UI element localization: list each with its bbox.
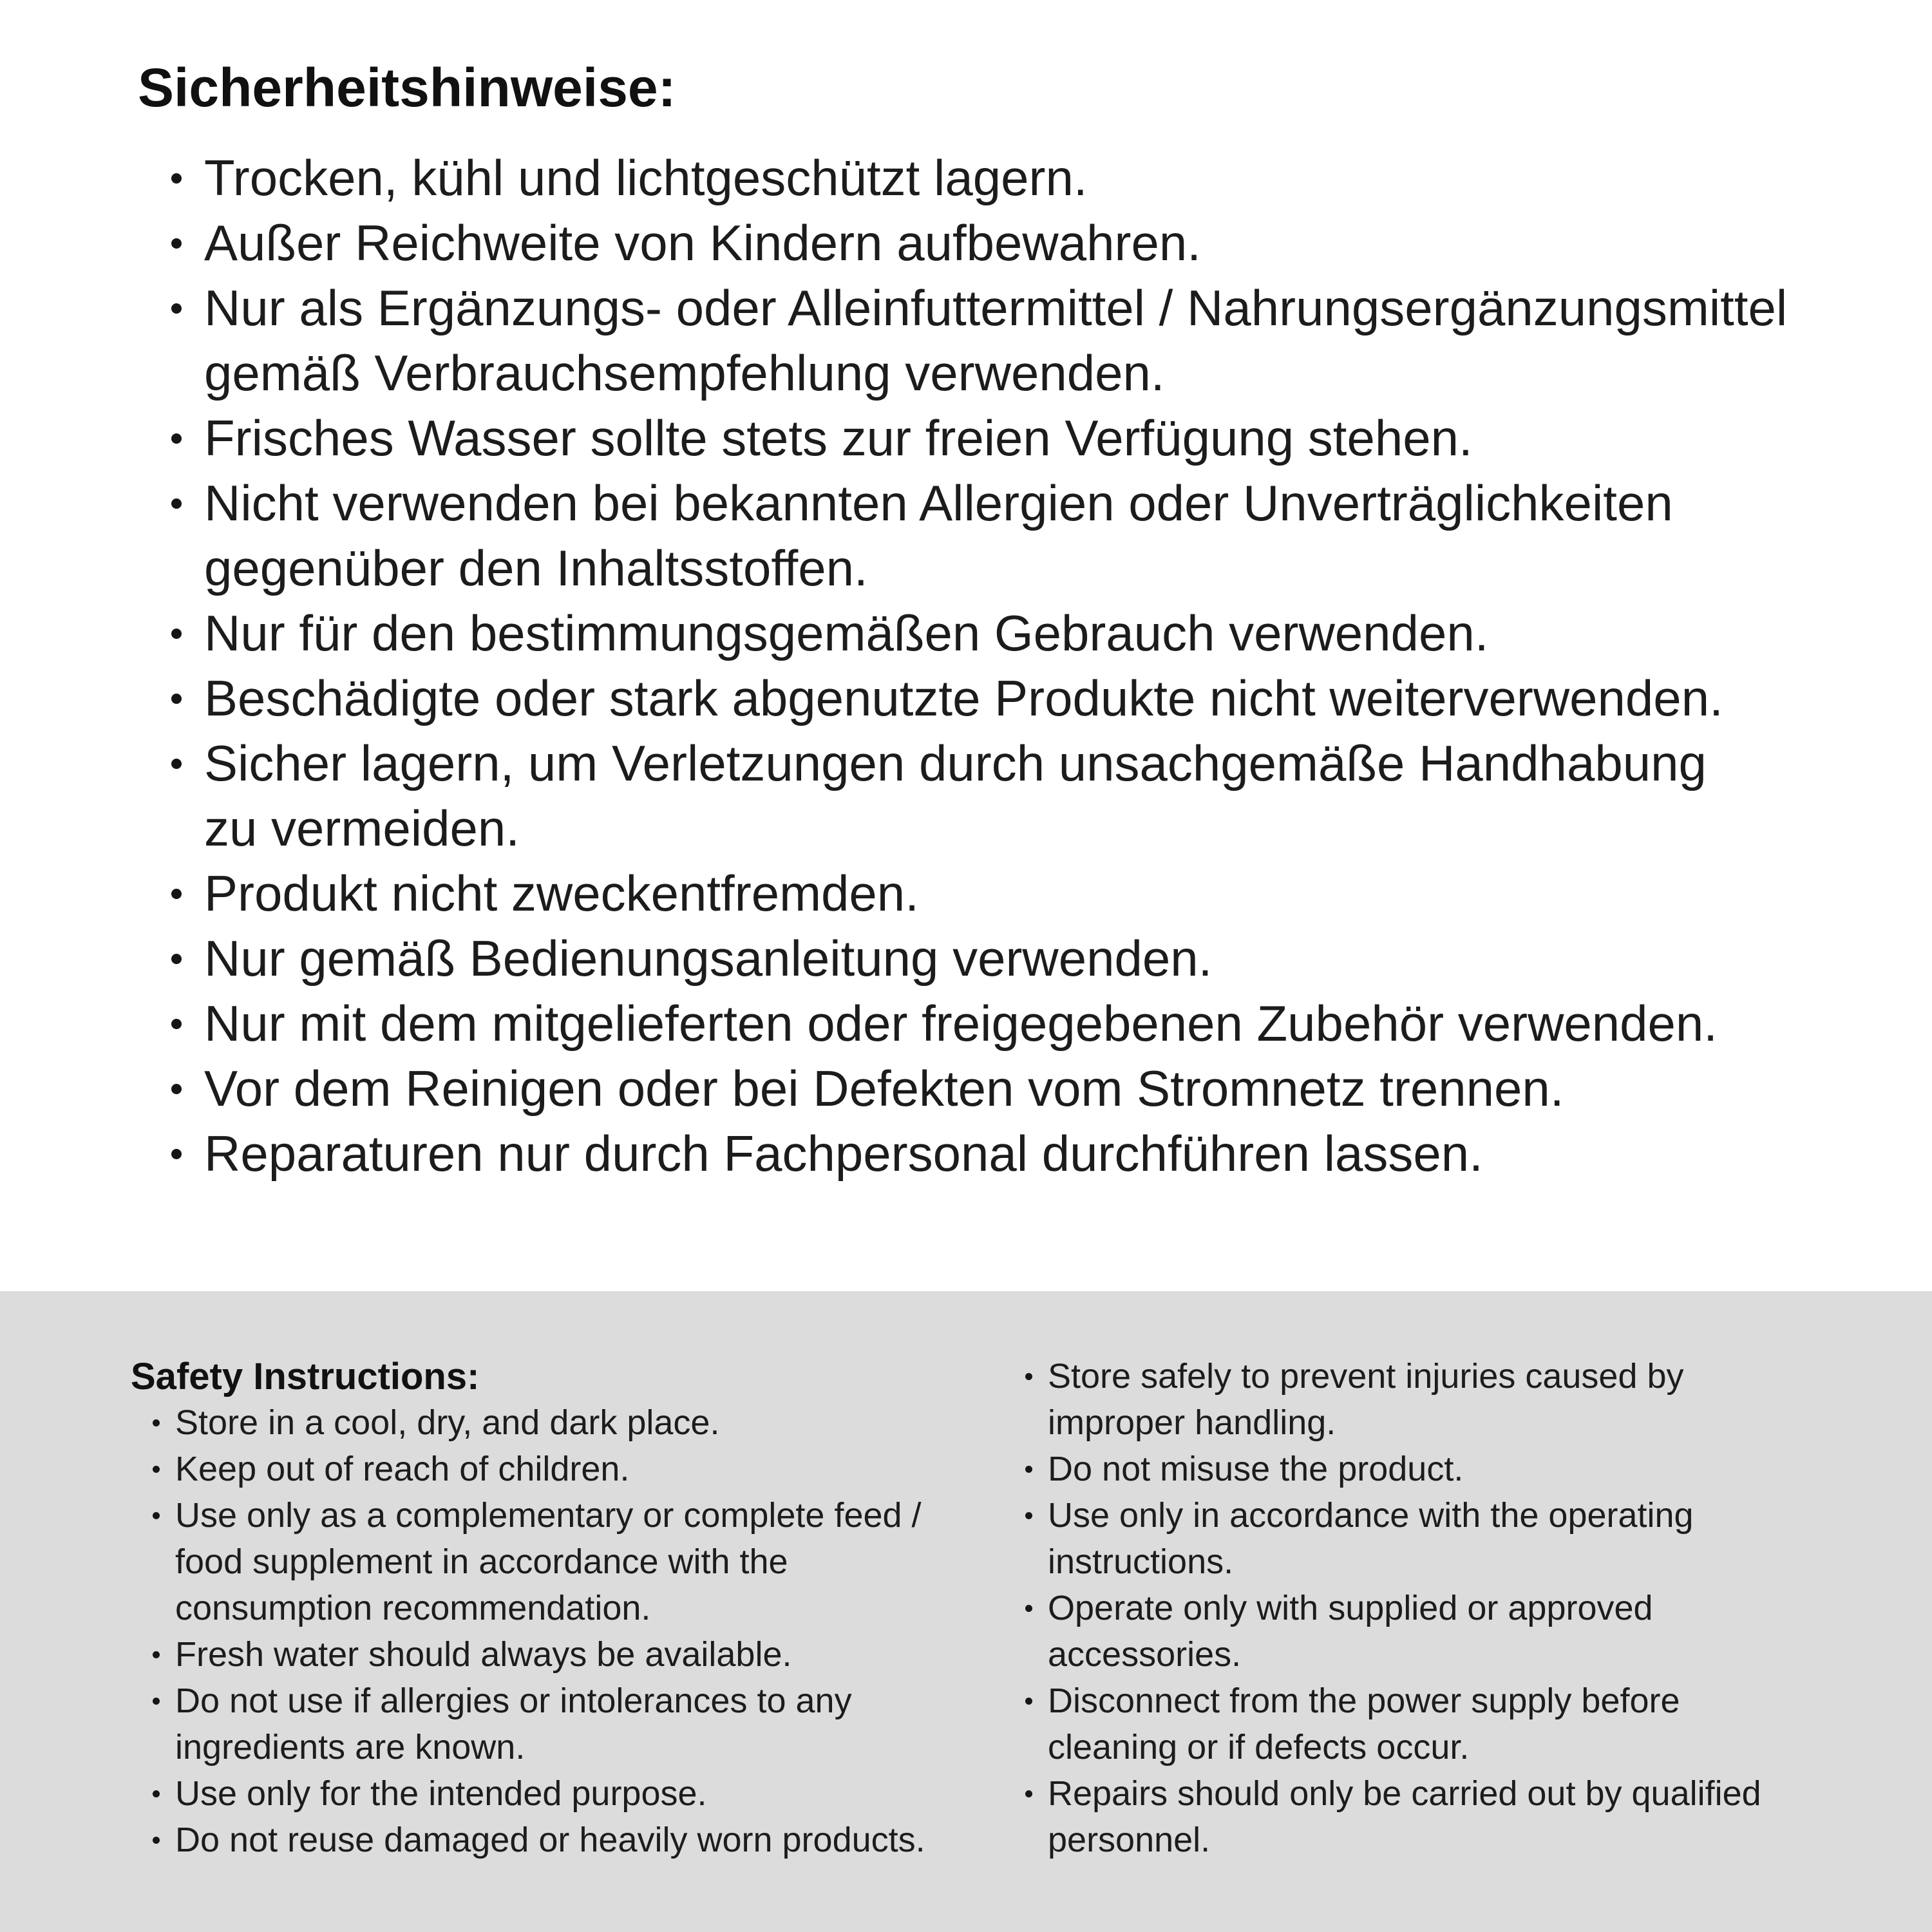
line-text: Do not misuse the product. xyxy=(1048,1450,1464,1488)
bullet-dot-icon xyxy=(153,1790,160,1797)
bullet-line xyxy=(153,1770,925,1817)
line-text: Repairs should only be carried out by qualified xyxy=(1048,1774,1761,1813)
bullet-line xyxy=(171,731,1787,796)
bullet-dot-icon xyxy=(171,954,182,964)
line-text: Außer Reichweite von Kindern aufbewahren. xyxy=(204,214,1201,271)
english-right-column-list xyxy=(1025,1353,1761,1863)
bullet-line xyxy=(1025,1353,1761,1399)
bullet-line xyxy=(1025,1678,1761,1724)
bullet-dot-icon xyxy=(171,433,182,444)
bullet-line xyxy=(153,1446,925,1492)
line-text: gemäß Verbrauchsempfehlung verwenden. xyxy=(204,345,1165,401)
line-text: Use only as a complementary or complete feed / xyxy=(175,1496,922,1535)
line-text: Nur gemäß Bedienungsanleitung verwenden. xyxy=(204,930,1213,987)
bullet-dot-icon xyxy=(171,889,182,899)
bullet-line xyxy=(153,1631,925,1678)
bullet-dot-icon xyxy=(153,1466,160,1473)
bullet-line xyxy=(171,991,1787,1056)
bullet-dot-icon xyxy=(171,1149,182,1159)
bullet-dot-icon xyxy=(1025,1698,1032,1705)
line-text: personnel. xyxy=(1048,1821,1211,1859)
wrapped-line xyxy=(1025,1724,1761,1770)
line-text: Vor dem Reinigen oder bei Defekten vom Stromnetz trennen. xyxy=(204,1060,1564,1117)
bullet-dot-icon xyxy=(171,694,182,704)
bullet-line xyxy=(171,601,1787,666)
bullet-dot-icon xyxy=(171,629,182,639)
bullet-dot-icon xyxy=(171,303,182,314)
line-text: Produkt nicht zweckentfremden. xyxy=(204,865,919,922)
line-text: Operate only with supplied or approved xyxy=(1048,1589,1653,1627)
line-text: food supplement in accordance with the xyxy=(175,1542,788,1581)
bullet-dot-icon xyxy=(1025,1605,1032,1612)
line-text: instructions. xyxy=(1048,1542,1234,1581)
wrapped-line xyxy=(171,536,1787,601)
bullet-line xyxy=(1025,1492,1761,1539)
line-text: Reparaturen nur durch Fachpersonal durchführen lassen. xyxy=(204,1125,1483,1182)
line-text: consumption recommendation. xyxy=(175,1589,651,1627)
english-section-title: Safety Instructions: xyxy=(131,1355,480,1397)
line-text: Fresh water should always be available. xyxy=(175,1635,792,1674)
bullet-line xyxy=(1025,1446,1761,1492)
wrapped-line xyxy=(1025,1399,1761,1446)
line-text: Sicher lagern, um Verletzungen durch unsachgemäße Handhabung xyxy=(204,735,1707,791)
bullet-dot-icon xyxy=(171,238,182,249)
bullet-line xyxy=(171,666,1787,731)
bullet-dot-icon xyxy=(153,1651,160,1658)
line-text: Do not use if allergies or intolerances to any xyxy=(175,1681,852,1720)
line-text: Nur als Ergänzungs- oder Alleinfuttermittel / Nahrungsergänzungsmittel xyxy=(204,279,1788,336)
wrapped-line xyxy=(171,341,1787,406)
bullet-line xyxy=(171,276,1787,341)
line-text: Keep out of reach of children. xyxy=(175,1450,630,1488)
line-text: Trocken, kühl und lichtgeschützt lagern. xyxy=(204,149,1088,206)
bullet-dot-icon xyxy=(153,1698,160,1705)
bullet-line xyxy=(153,1817,925,1863)
bullet-dot-icon xyxy=(1025,1466,1032,1473)
line-text: accessories. xyxy=(1048,1635,1242,1674)
line-text: gegenüber den Inhaltsstoffen. xyxy=(204,540,868,596)
line-text: Use only for the intended purpose. xyxy=(175,1774,707,1813)
bullet-line xyxy=(171,471,1787,536)
line-text: ingredients are known. xyxy=(175,1728,526,1766)
english-section xyxy=(0,1291,1932,1932)
bullet-dot-icon xyxy=(171,173,182,184)
line-text: Store safely to prevent injuries caused by xyxy=(1048,1357,1684,1396)
bullet-line xyxy=(171,926,1787,991)
bullet-line xyxy=(1025,1770,1761,1817)
line-text: zu vermeiden. xyxy=(204,800,520,857)
bullet-line xyxy=(171,1056,1787,1121)
bullet-line xyxy=(171,1121,1787,1186)
wrapped-line xyxy=(153,1724,925,1770)
bullet-dot-icon xyxy=(1025,1790,1032,1797)
line-text: Nur mit dem mitgelieferten oder freigegebenen Zubehör verwenden. xyxy=(204,995,1718,1052)
line-text: improper handling. xyxy=(1048,1403,1336,1442)
line-text: Nur für den bestimmungsgemäßen Gebrauch verwenden. xyxy=(204,605,1489,661)
wrapped-line xyxy=(1025,1539,1761,1585)
line-text: Beschädigte oder stark abgenutzte Produkte nicht weiterverwenden. xyxy=(204,670,1723,726)
line-text: Do not reuse damaged or heavily worn products. xyxy=(175,1821,925,1859)
line-text: Store in a cool, dry, and dark place. xyxy=(175,1403,720,1442)
line-text: cleaning or if defects occur. xyxy=(1048,1728,1470,1766)
wrapped-line xyxy=(171,796,1787,861)
wrapped-line xyxy=(153,1585,925,1631)
bullet-line xyxy=(153,1399,925,1446)
bullet-line xyxy=(153,1678,925,1724)
bullet-dot-icon xyxy=(1025,1512,1032,1519)
bullet-line xyxy=(171,861,1787,926)
line-text: Nicht verwenden bei bekannten Allergien oder Unverträglichkeiten xyxy=(204,475,1673,531)
bullet-line xyxy=(153,1492,925,1539)
bullet-dot-icon xyxy=(171,1019,182,1029)
wrapped-line xyxy=(1025,1631,1761,1678)
bullet-line xyxy=(1025,1585,1761,1631)
bullet-dot-icon xyxy=(171,759,182,769)
line-text: Use only in accordance with the operating xyxy=(1048,1496,1694,1535)
bullet-dot-icon xyxy=(171,498,182,509)
line-text: Frisches Wasser sollte stets zur freien Verfügung stehen. xyxy=(204,410,1473,466)
english-left-column-list xyxy=(153,1399,925,1863)
bullet-line xyxy=(171,146,1787,211)
german-section-title: Sicherheitshinweise: xyxy=(138,57,676,118)
bullet-dot-icon xyxy=(153,1837,160,1844)
bullet-dot-icon xyxy=(153,1512,160,1519)
bullet-line xyxy=(171,211,1787,276)
bullet-line xyxy=(171,406,1787,471)
bullet-dot-icon xyxy=(1025,1373,1032,1380)
wrapped-line xyxy=(1025,1817,1761,1863)
bullet-dot-icon xyxy=(171,1084,182,1094)
wrapped-line xyxy=(153,1539,925,1585)
bullet-dot-icon xyxy=(153,1419,160,1426)
line-text: Disconnect from the power supply before xyxy=(1048,1681,1680,1720)
german-bullet-list xyxy=(171,146,1787,1186)
